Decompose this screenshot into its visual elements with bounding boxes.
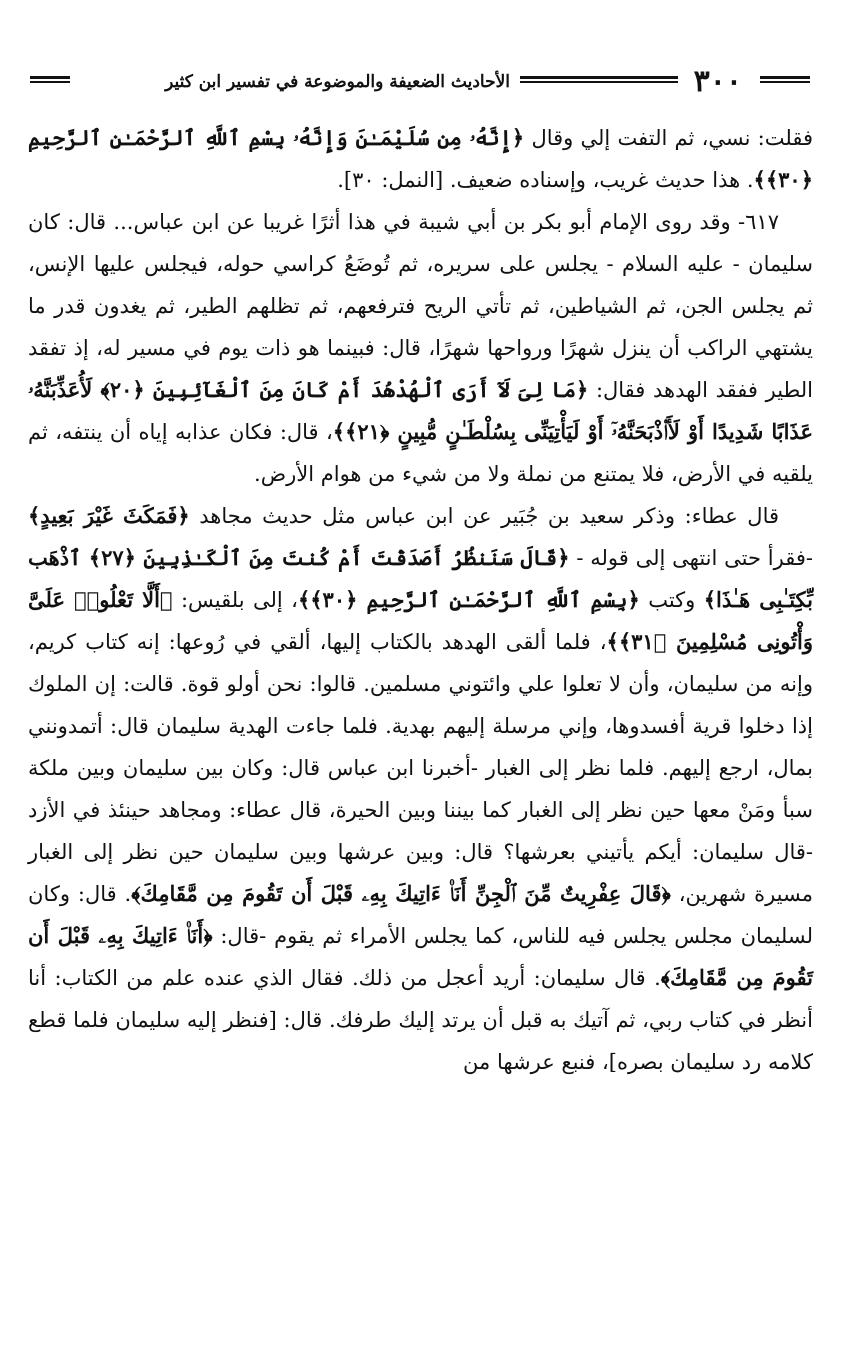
paragraph [28,495,813,1083]
text-run: ، قال: فكان عذابه إياه أن ينتفه، ثم يلقيه في الأرض، فلا يمتنع من نملة ولا من شيء من هوام الأرض. [28,420,813,486]
text-run: ، فلما ألقى الهدهد بالكتاب إليها، ألقي في رُوعها: إنه كتاب كريم، وإنه من سليمان، وأن لا تعلوا علي وائتوني مسلمين. قالوا: نحن أولو قوة. قالت: إن الملوك إذا دخلوا قرية أفسدوها، وإني مرسلة إليهم بهدية. فلما جاءت الهدية سليمان قال: أتمدونني بمال، ارجع إليهم. فلما نظر إلى الغبار -أخبرنا ابن عباس قال: وكان بين سليمان وبين ملكة سبأ ومَنْ معها حين نظر إلى الغبار كما بيننا وبين الحيرة، قال عطاء: ومجاهد حينئذ في الأزد -قال سليمان: أيكم يأتيني بعرشها؟ قال: وبين عرشها وبين سليمان حين نظر إلى الغبار مسيرة شهرين، [28,630,813,906]
page-body [28,117,813,1083]
quran-quote: ﴿أَلَّا تَعْلُوا۟ عَلَىَّ وَأْتُونِى مُسْلِمِينَ ﴿٣١﴾﴾ [28,587,814,654]
header-rule-right [760,76,810,83]
quran-quote: ﴿قَالَ عِفْرِيتٌ مِّنَ ٱلْجِنِّ أَنَا۠ ءَاتِيكَ بِهِۦ قَبْلَ أَن تَقُومَ مِن مَّقَامِكَ﴾ [131,881,671,906]
header-rule-middle [520,76,678,83]
text-run: فقلت: نسي، ثم التفت إلي وقال [524,126,813,150]
quran-quote: ﴿مَا لِىَ لَآ أَرَى ٱلْهُدْهُدَ أَمْ كَانَ مِنَ ٱلْغَآئِبِينَ ﴿٢٠﴾ لَأُعَذِّبَنَّهُۥ عَذَابًا شَدِيدًا أَوْ لَأَا۟ذْبَحَنَّهُۥٓ أَوْ لَيَأْتِيَنِّى بِسُلْطَـٰنٍ مُّبِينٍ ﴿٢١﴾﴾ [28,377,813,444]
paragraph [28,117,813,201]
text-run: -فقرأ حتى انتهى إلى قوله - [569,546,813,570]
text-run: . قال: وكان لسليمان مجلس يجلس فيه للناس، كما يجلس الأمراء ثم يقوم -قال: [28,882,813,948]
text-run: . قال سليمان: أريد أعجل من ذلك. فقال الذي عنده علم من الكتاب: أنا أنظر في كتاب ربي، ثم آتيك به قبل أن يرتد إليك طرفك. قال: [فنظر إليه سليمان فلما قطع كلامه رد سليمان بصره]، فنبع عرشها من [28,966,813,1074]
quran-quote: ﴿إِنَّهُۥ مِن سُلَيْمَـٰنَ وَإِنَّهُۥ بِسْمِ ٱللَّهِ ٱلرَّحْمَـٰنِ ٱلرَّحِيمِ ﴿٣٠﴾﴾ [28,125,813,192]
text-run: قال عطاء: وذكر سعيد بن جُبَير عن ابن عباس مثل حديث مجاهد [189,504,780,528]
running-header [30,62,810,102]
quran-quote: ﴿قَالَ سَنَنظُرُ أَصَدَقْتَ أَمْ كُنتَ مِنَ ٱلْكَـٰذِبِينَ ﴿٢٧﴾ ٱذْهَب بِّكِتَـٰبِى هَـٰذَا﴾ [28,545,813,612]
text-run: . هذا حديث غريب، وإسناده ضعيف. [النمل: ٣٠]. [337,168,754,192]
quran-quote: ﴿بِسْمِ ٱللَّهِ ٱلرَّحْمَـٰنِ ٱلرَّحِيمِ ﴿٣٠﴾﴾ [297,587,640,612]
quran-quote: ﴿أَنَا۠ ءَاتِيكَ بِهِۦ قَبْلَ أَن تَقُومَ مِن مَّقَامِكَ﴾ [28,923,813,990]
text-run: وكتب [639,588,704,612]
quran-quote: ﴿فَمَكَثَ غَيْرَ بَعِيدٍ﴾ [28,503,190,528]
running-title: الأحاديث الضعيفة والموضوعة في تفسير ابن كثير [165,72,510,92]
text-run: ، إلى بلقيس: [172,588,298,612]
page-number: ٣٠٠ [693,64,742,99]
header-rule-left [30,76,70,83]
text-run: ٦١٧- وقد روى الإمام أبو بكر بن أبي شيبة في هذا أثرًا غريبا عن ابن عباس... قال: كان سليمان - عليه السلام - يجلس على سريره، ثم تُوضَعُ كراسي حوله، فيجلس عليها الإنس، ثم يجلس الجن، ثم الشياطين، ثم تأتي الريح فترفعهم، ثم تظلهم الطير، ثم يغدون قدر ما يشتهي الراكب أن ينزل شهرًا ورواحها شهرًا، قال: فبينما هو ذات يوم في مسير له، إذ تفقد الطير ففقد الهدهد فقال: [28,210,813,402]
paragraph [28,201,813,495]
